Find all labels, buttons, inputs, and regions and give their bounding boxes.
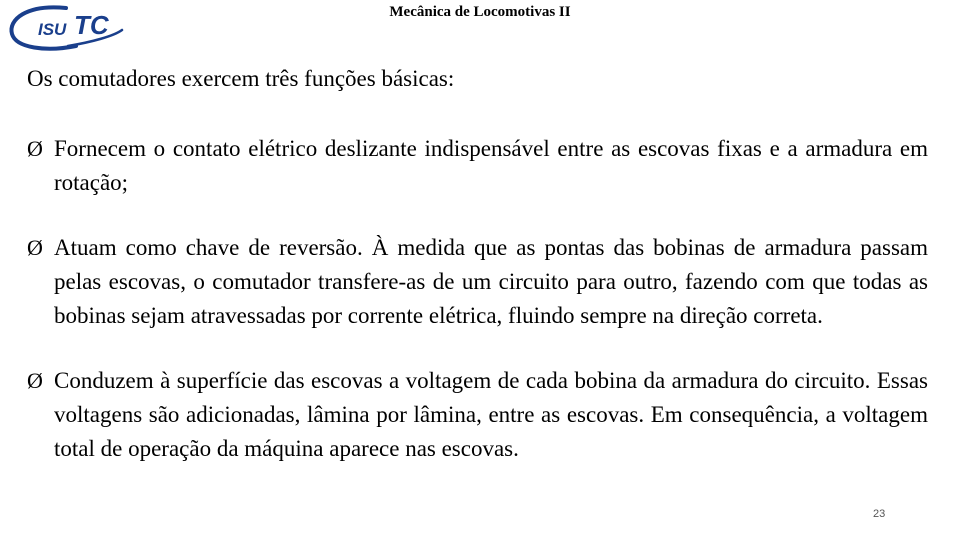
- bullet-text: Conduzem à superfície das escovas a voltagem de cada bobina da armadura do circuito. Essas voltagens são adicionadas, lâmina por lâmina, entre as escovas. Em consequência, a voltagem total de operação da máquina aparece nas escovas.: [54, 368, 928, 461]
- bullet-text: Fornecem o contato elétrico deslizante indispensável entre as escovas fixas e a armadura em rotação;: [54, 136, 928, 195]
- intro-text: Os comutadores exercem três funções básicas:: [27, 66, 455, 91]
- header-title: Mecânica de Locomotivas II: [389, 4, 571, 20]
- arrow-bullet-icon: Ø: [27, 235, 43, 260]
- bullet-item: [27, 231, 928, 333]
- bullet-item: [27, 132, 928, 200]
- bullet-item: [27, 364, 928, 466]
- arrow-bullet-icon: Ø: [27, 368, 43, 393]
- page-number: 23: [873, 508, 886, 520]
- bullet-list: [27, 132, 928, 466]
- logo-tc-text: TC: [74, 10, 109, 40]
- arrow-bullet-icon: Ø: [27, 136, 43, 161]
- logo-isu-text: ISU: [38, 20, 67, 39]
- bullet-text: Atuam como chave de reversão. À medida que as pontas das bobinas de armadura passam pelas escovas, o comutador transfere-as de um circuito para outro, fazendo com que todas as bobinas sejam atravessadas por corrente elétrica, fluindo sempre na direção correta.: [54, 235, 928, 328]
